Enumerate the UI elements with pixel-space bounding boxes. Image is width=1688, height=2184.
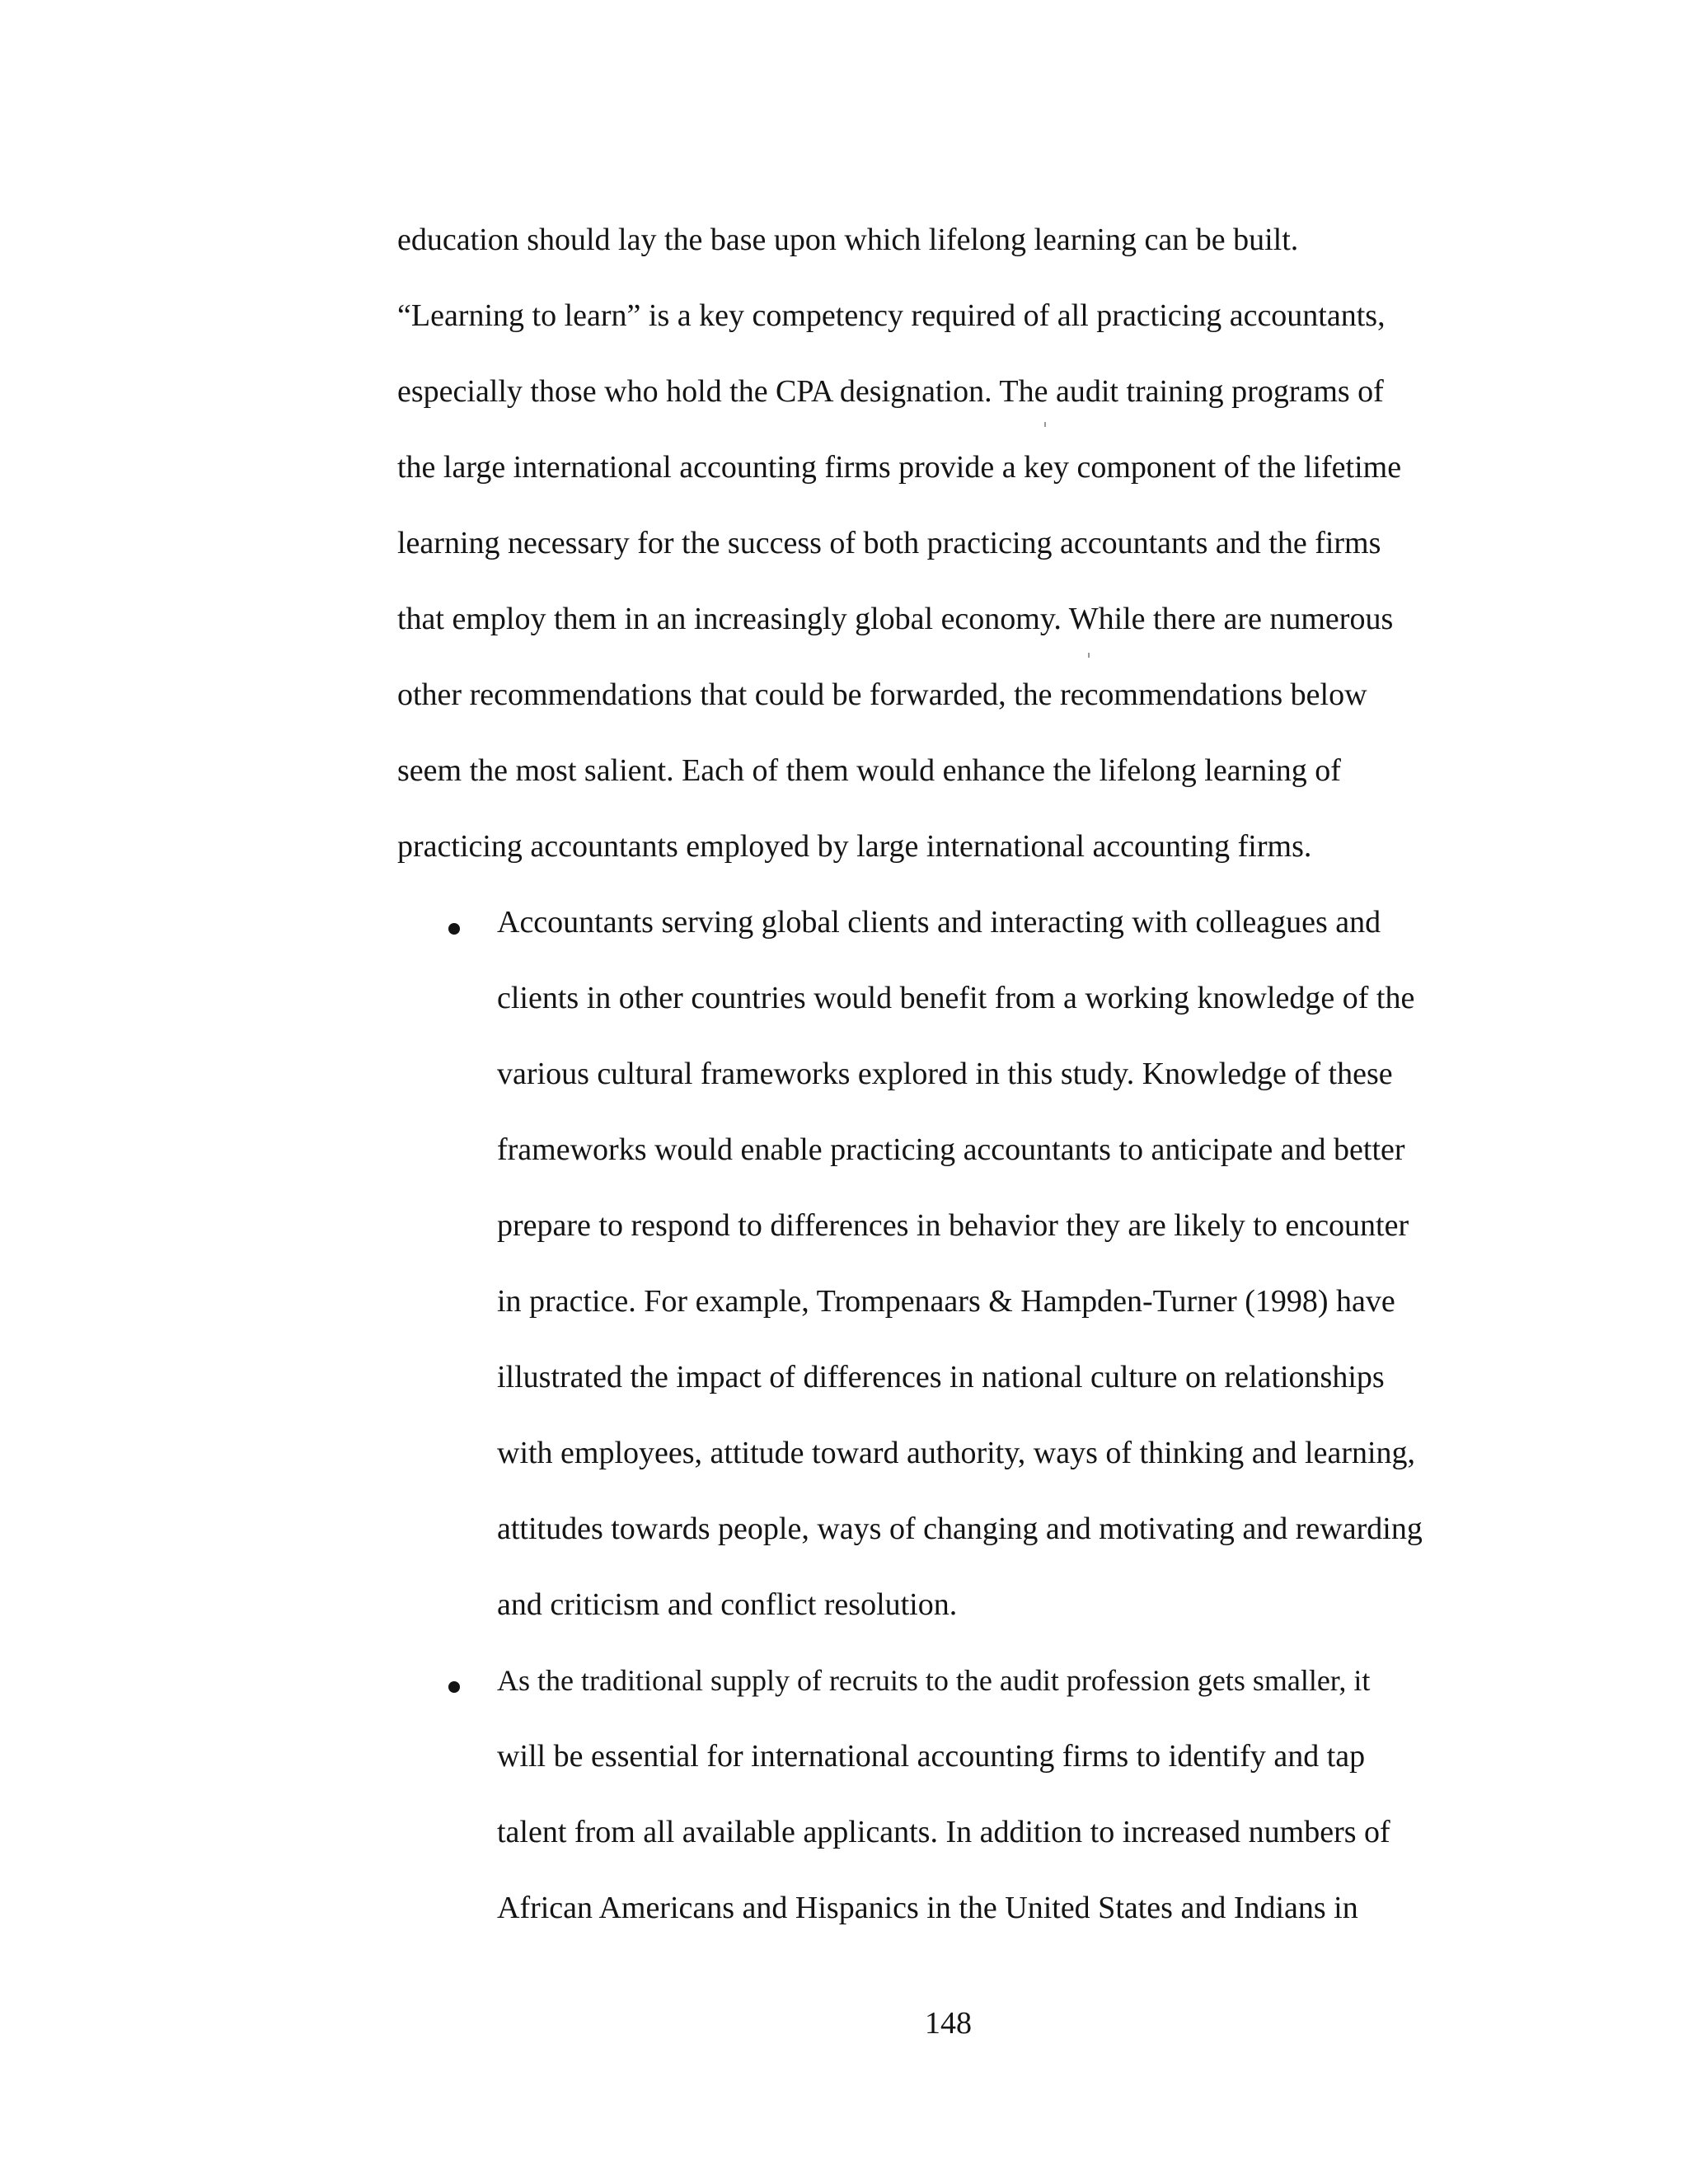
bullet-line: attitudes towards people, ways of changing and motivating and rewarding (497, 1511, 1423, 1546)
bullet-line: Accountants serving global clients and interacting with colleagues and (497, 905, 1381, 940)
bullet-line: talent from all available applicants. In addition to increased numbers of (497, 1815, 1390, 1849)
bullet-line: prepare to respond to differences in behavior they are likely to encounter (497, 1208, 1409, 1243)
scan-speck (1088, 653, 1090, 658)
paragraph-line: education should lay the base upon which lifelong learning can be built. (397, 223, 1299, 257)
bullet-line: African Americans and Hispanics in the United States and Indians in (497, 1891, 1358, 1925)
bullet-line: illustrated the impact of differences in national culture on relationships (497, 1360, 1385, 1394)
page-number: 148 (925, 2006, 972, 2041)
paragraph-line: “Learning to learn” is a key competency required of all practicing accountants, (397, 298, 1386, 333)
bullet-marker (448, 923, 460, 935)
paragraph-line: that employ them in an increasingly global economy. While there are numerous (397, 602, 1394, 636)
paragraph-line: practicing accountants employed by large international accounting firms. (397, 829, 1312, 864)
bullet-line: with employees, attitude toward authority, ways of thinking and learning, (497, 1436, 1416, 1470)
bullet-line: clients in other countries would benefit from a working knowledge of the (497, 981, 1415, 1015)
paragraph-line: the large international accounting firms provide a key component of the lifetime (397, 450, 1402, 485)
scan-speck (1044, 422, 1046, 427)
paragraph-line: other recommendations that could be forwarded, the recommendations below (397, 677, 1367, 712)
bullet-line: As the traditional supply of recruits to the audit profession gets smaller, it (497, 1664, 1371, 1697)
bullet-line: and criticism and conflict resolution. (497, 1587, 958, 1622)
bullet-line: various cultural frameworks explored in this study. Knowledge of these (497, 1057, 1393, 1091)
bullet-marker (448, 1681, 460, 1693)
bullet-line: will be essential for international accounting firms to identify and tap (497, 1739, 1366, 1774)
bullet-line: in practice. For example, Trompenaars & Hampden-Turner (1998) have (497, 1284, 1395, 1319)
paragraph-line: especially those who hold the CPA designation. The audit training programs of (397, 374, 1384, 409)
paragraph-line: seem the most salient. Each of them would enhance the lifelong learning of (397, 753, 1341, 788)
paragraph-line: learning necessary for the success of both practicing accountants and the firms (397, 526, 1381, 560)
bullet-line: frameworks would enable practicing accountants to anticipate and better (497, 1132, 1405, 1167)
